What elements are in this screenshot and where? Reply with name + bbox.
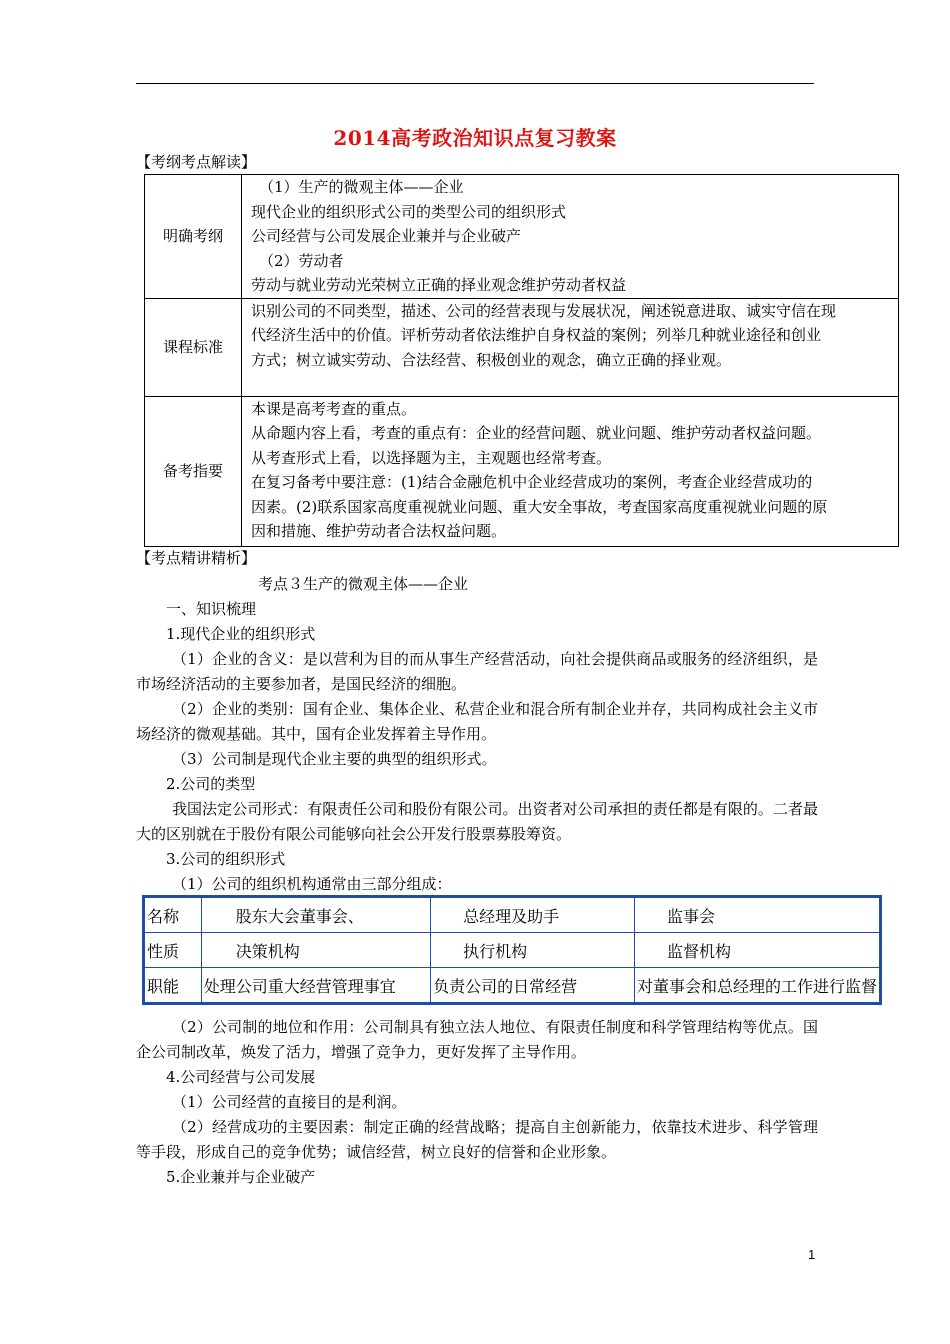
org-cell: 监督机构: [634, 933, 880, 968]
org-cell: 名称: [144, 897, 202, 933]
content-line: 在复习备考中要注意：(1)结合金融危机中企业经营成功的案例，考查企业经营成功的: [251, 473, 813, 491]
page-title: 2014高考政治知识点复习教案: [333, 126, 617, 150]
heading-3: 3.公司的组织形式: [166, 850, 286, 868]
subsection-heading: 一、知识梳理: [166, 600, 257, 618]
paragraph-success-factors: （2）经营成功的主要因素：制定正确的经营战略；提高自主创新能力，依靠技术进步、科学管理等手段，形成自己的竞争优势；诚信经营，树立良好的信誉和企业形象。: [136, 1118, 818, 1161]
content-line: （1）生产的微观主体——企业: [259, 178, 464, 196]
point-title: 考点３生产的微观主体——企业: [258, 575, 469, 593]
paragraph-company-forms: 我国法定公司形式：有限责任公司和股份有限公司。出资者对公司承担的责任都是有限的。二者最大的区别就在于股份有限公司能够向社会公开发行股票募股筹资。: [136, 800, 818, 843]
content-line: 从命题内容上看，考查的重点有：企业的经营问题、就业问题、维护劳动者权益问题。: [251, 424, 822, 442]
org-cell: 执行机构: [431, 933, 635, 968]
org-cell: 对董事会和总经理的工作进行监督: [634, 968, 880, 1004]
content-line: 公司经营与公司发展企业兼并与企业破产: [251, 227, 522, 245]
outline-table: [144, 174, 899, 547]
content-line: 识别公司的不同类型，描述、公司的经营表现与发展状况，阐述锐意进取、诚实守信在现: [251, 301, 837, 320]
org-cell: 处理公司重大经营管理事宜: [201, 968, 430, 1004]
org-cell: 决策机构: [201, 933, 430, 968]
outline-row: [145, 175, 899, 299]
paragraph-enterprise-types: （2）企业的类别：国有企业、集体企业、私营企业和混合所有制企业并存，共同构成社会主义市场经济的微观基础。其中，国有企业发挥着主导作用。: [136, 700, 818, 743]
org-cell: 性质: [144, 933, 202, 968]
paragraph-company-role: （2）公司制的地位和作用：公司制具有独立法人地位、有限责任制度和科学管理结构等优点。国企公司制改革，焕发了活力，增强了竞争力，更好发挥了主导作用。: [136, 1018, 818, 1061]
paragraph-enterprise-definition: （1）企业的含义：是以营利为目的而从事生产经营活动，向社会提供商品或服务的经济组织，是市场经济活动的主要参加者，是国民经济的细胞。: [136, 650, 818, 693]
org-row: [144, 933, 881, 968]
outline-row-head: 备考指要: [145, 396, 242, 546]
outline-row: [145, 298, 899, 396]
content-line: 劳动与就业劳动光荣树立正确的择业观念维护劳动者权益: [251, 276, 627, 294]
org-cell: 职能: [144, 968, 202, 1004]
heading-5: 5.企业兼并与企业破产: [166, 1168, 316, 1186]
outline-row-content: [242, 396, 899, 546]
outline-row-content: [242, 175, 899, 299]
heading-2: 2.公司的类型: [166, 775, 256, 793]
heading-1: 1.现代企业的组织形式: [166, 625, 316, 643]
outline-row-content: [242, 298, 899, 396]
paragraph-structure-intro: （1）公司的组织机构通常由三部分组成：: [172, 875, 452, 893]
organization-table: [142, 895, 882, 1005]
content-line: 本课是高考考查的重点。: [251, 399, 417, 418]
org-cell: 股东大会董事会、: [201, 897, 430, 933]
content-line: （2）劳动者: [259, 251, 344, 270]
outline-row-head: 课程标准: [145, 298, 242, 396]
org-cell: 负责公司的日常经营: [431, 968, 635, 1004]
org-row: [144, 968, 881, 1004]
org-row: [144, 897, 881, 933]
content-line: 因和措施、维护劳动者合法权益问题。: [251, 522, 507, 540]
content-line: 代经济生活中的价值。评析劳动者依法维护自身权益的案例；列举几种就业途径和创业: [251, 326, 822, 344]
outline-row: [145, 396, 899, 546]
content-line: 因素。(2)联系国家高度重视就业问题、重大安全事故，考查国家高度重视就业问题的原: [251, 497, 828, 516]
header-rule: [136, 83, 814, 84]
section-header-analysis: 【考点精讲精析】: [136, 549, 257, 567]
content-line: 从考查形式上看，以选择题为主，主观题也经常考查。: [251, 448, 612, 467]
content-line: 现代企业的组织形式公司的类型公司的组织形式: [251, 202, 567, 221]
outline-row-head: 明确考纲: [145, 175, 242, 299]
org-cell: 总经理及助手: [431, 897, 635, 933]
heading-4: 4.公司经营与公司发展: [166, 1068, 316, 1086]
paragraph-profit: （1）公司经营的直接目的是利润。: [172, 1093, 407, 1111]
section-header-outline: 【考纲考点解读】: [136, 153, 257, 171]
org-cell: 监事会: [634, 897, 880, 933]
content-line: 方式；树立诚实劳动、合法经营、积极创业的观念，确立正确的择业观。: [251, 350, 732, 369]
paragraph-company-system: （3）公司制是现代企业主要的典型的组织形式。: [172, 750, 497, 768]
page-number: 1: [808, 1247, 816, 1262]
